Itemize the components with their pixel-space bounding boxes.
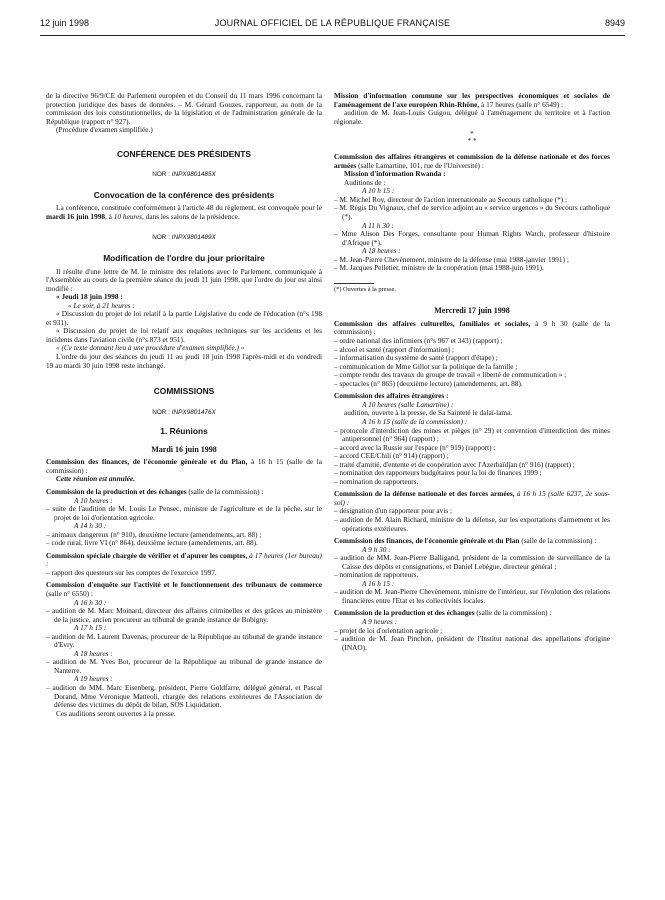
auditions-label: Auditions de : bbox=[344, 177, 386, 187]
list-item: – alcool et santé (rapport d'information) ; bbox=[334, 344, 455, 354]
text-span: , dans les salons de la présidence. bbox=[142, 211, 240, 221]
list-item: – rapport des questeurs sur les comptes de l'exercice 1997. bbox=[46, 567, 217, 577]
commission-name: Mission d'information commune sur les perspectives économiques et sociales de l'aménagement de l'axe européen Rhin-Rhône, bbox=[334, 91, 610, 109]
convocation-text bbox=[46, 204, 322, 221]
page-header bbox=[40, 18, 625, 32]
discussion-1: « Discussion du projet de loi relatif à la partie Législative du code de l'éducation (n°s 198 et 931). bbox=[46, 309, 322, 327]
list-item: – suite de l'audition de M. Louis Le Pensec, ministre de l'agriculture et de la pêche, sur le projet de loi d'orientation agricole. bbox=[46, 504, 322, 522]
time-line: A 19 heures : bbox=[74, 674, 113, 684]
commission-name: Commission des affaires étrangères et commission de la défense nationale et des forces armées bbox=[334, 152, 610, 170]
time-line: A 10 heures (salle Lamartine) : bbox=[362, 399, 454, 409]
header-rule bbox=[40, 35, 625, 36]
list-item: – traité d'amitié, d'entente et de coopération avec l'Azerbaïdjan (n° 916) (rapport) ; bbox=[334, 459, 575, 469]
list-item: – nomination de rapporteurs. bbox=[334, 570, 419, 580]
list-item: – communication de Mme Gillot sur la politique de la famille ; bbox=[334, 361, 518, 371]
section-title-conference: CONFÉRENCE DES PRÉSIDENTS bbox=[116, 148, 252, 159]
time-line: A 18 heures : bbox=[74, 648, 113, 658]
time-line: A 16 h 15 (salle de la commission) : bbox=[362, 416, 468, 426]
text-span: à 9 h 30 (salle de la commission) : bbox=[334, 318, 611, 337]
time-line: A 14 h 30 : bbox=[74, 521, 107, 531]
list-item: – code rural, livre VI (n° 864), deuxième lecture (amendements, art. 88). bbox=[46, 538, 258, 548]
list-item: – M. Jacques Pelletier, ministre de la coopération (mai 1988-juin 1991). bbox=[334, 263, 544, 273]
nor-code: INPX9801485X bbox=[171, 171, 216, 179]
list-item: – nomination de rapporteurs. bbox=[334, 476, 419, 486]
commission-speciale bbox=[46, 552, 322, 569]
cancelled-notice: Cette réunion est annulée. bbox=[56, 474, 136, 484]
list-item: – nomination des rapporteurs budgétaires pour la loi de finances 1999 ; bbox=[334, 468, 542, 478]
time-line: A 11 h 30 : bbox=[362, 220, 394, 230]
right-column bbox=[334, 92, 610, 652]
soir-line: « Le soir, à 21 heures : bbox=[68, 300, 135, 310]
commission-name: Commission d'enquête sur l'activité et le fonctionnement des tribunaux de commerce bbox=[46, 580, 322, 590]
nor-code: INPX9801476X bbox=[171, 408, 216, 416]
list-item: audition de M. Jean-Louis Guigou, délégué à l'aménagement du territoire et à l'action régionale. bbox=[334, 108, 610, 126]
list-item: – audition de M. Jean-Pierre Chevènement, ministre de l'intérieur, sur l'évolution des relations financières entre l'Etat et les collectivités locales. bbox=[334, 587, 610, 605]
press-note: Ces auditions seront ouvertes à la presse. bbox=[56, 708, 176, 718]
commission-name: Commission des finances, de l'économie générale et du Plan, bbox=[46, 457, 248, 467]
footnote-rule bbox=[334, 283, 374, 284]
commission-name: Commission des finances, de l'économie générale et du Plan bbox=[334, 536, 520, 546]
text-span: (salle de la commission) : bbox=[186, 486, 264, 496]
list-item: – audition de M. Yves Bot, procureur de la République au tribunal de grande instance de Nanterre. bbox=[46, 657, 322, 675]
list-item: – audition de MM. Jean-Pierre Balligand, président de la commission de surveillance de la Caisse des dépôts et consignations, et Daniel Lebègue, directeur général ; bbox=[334, 553, 610, 571]
time-line: A 10 heures : bbox=[74, 495, 113, 505]
discussion-3: « (Ce texte donnant lieu à une procédure d'examen simplifiée.) » bbox=[56, 343, 245, 353]
commission-name: Commission de la production et des échanges bbox=[334, 608, 475, 618]
issue-date: 12 juin 1998 bbox=[40, 18, 90, 28]
list-item: – animaux dangereux (n° 910), deuxième lecture (amendements, art. 88) ; bbox=[46, 529, 262, 539]
nor-reference bbox=[46, 171, 322, 180]
nor-reference bbox=[46, 234, 322, 243]
list-item: audition, ouverte à la presse, de Sa Sainteté le dalaï-lama. bbox=[344, 408, 513, 418]
intro-text: de la directive 96/9/CE du Parlement européen et du Conseil du 11 mars 1996 concernant la protection juridique des bases de données. – M. Gérard Gouzes, rapporteur, au nom de la commission des lois constitutionnelles, de la législation et de l'administration générale de la République (rapport n° 927). bbox=[46, 91, 322, 126]
list-item: – M. Michel Roy, directeur de l'action internationale au Secours catholique (*) ; bbox=[334, 194, 568, 204]
text-span: (salle de la commission) : bbox=[519, 536, 597, 546]
text-span: , à bbox=[105, 211, 114, 221]
section-title-commissions: COMMISSIONS bbox=[153, 386, 215, 397]
separator-star: * bbox=[470, 129, 474, 139]
text-span: à 17 heures (1er bureau) : bbox=[46, 550, 322, 569]
ordre-du-jour-text: L'ordre du jour des séances du jeudi 11 au jeudi 18 juin 1998 l'après-midi et du vendredi 19 au mardi 30 juin 1998 reste inchangé. bbox=[46, 352, 322, 370]
text-span: (salle n° 6550) : bbox=[46, 588, 93, 598]
mission-axe-rhin-rhone bbox=[334, 92, 610, 109]
list-item: – accord CEE/Chili (n° 914) (rapport) ; bbox=[334, 451, 449, 461]
nor-label: NOR : bbox=[152, 408, 172, 416]
commission-name: Commission de la défense nationale et des forces armées, bbox=[334, 489, 515, 499]
list-item: – audition de M. Laurent Davenas, procureur de la République au tribunal de grande instance d'Evry. bbox=[46, 631, 322, 650]
jeudi-line: « Jeudi 18 juin 1998 : bbox=[56, 292, 123, 302]
list-item: – accord avec la Russie sur l'espace (n° 919) (rapport) ; bbox=[334, 442, 496, 452]
time-line: A 16 h 15 : bbox=[362, 578, 395, 588]
time-line: A 9 h 30 : bbox=[362, 544, 391, 554]
commission-name: Commission des affaires culturelles, familiales et sociales, bbox=[334, 318, 531, 328]
commission-culturelles bbox=[334, 320, 610, 337]
nor-reference bbox=[46, 409, 322, 418]
nor-label: NOR : bbox=[152, 171, 172, 179]
text-span: 10 heures bbox=[113, 211, 143, 221]
time-line: A 17 h 15 : bbox=[74, 623, 107, 633]
journal-title: JOURNAL OFFICIEL DE LA RÉPUBLIQUE FRANÇAISE bbox=[214, 18, 451, 28]
list-item: – protocole d'interdiction des mines et pièges (n° 29) et convention d'interdiction des mines antipersonnel (n° 964) (rapport) ; bbox=[334, 425, 610, 444]
time-line: A 18 heures : bbox=[362, 246, 401, 256]
date-heading: Mercredi 17 juin 1998 bbox=[434, 306, 510, 316]
footnote: (*) Ouvertes à la presse. bbox=[334, 285, 396, 293]
discussion-2: « Discussion du projet de loi relatif aux enquêtes techniques sur les accidents et les incidents dans l'aviation civile (n°s 873 et 951). bbox=[46, 326, 322, 344]
text-span: mardi 16 juin 1998 bbox=[46, 211, 105, 221]
time-line: A 9 heures : bbox=[362, 616, 398, 626]
list-item: – Mme Alison Des Forges, consultante pour Human Rights Watch, professeur d'histoire d'Afrique (*). bbox=[334, 229, 610, 247]
commission-affaires-etrangeres: Commission des affaires étrangères : bbox=[334, 391, 449, 401]
text-span: (salle de la commission) : bbox=[474, 608, 552, 618]
page-number: 8949 bbox=[604, 18, 625, 28]
commission-enquete bbox=[46, 581, 322, 598]
separator-stars: * * bbox=[467, 136, 477, 146]
commission-defense bbox=[334, 490, 610, 507]
commission-finances bbox=[46, 458, 322, 475]
modification-text: Il résulte d'une lettre de M. le ministre des relations avec le Parlement, communiquée à l'Assemblée au cours de la première séance du jeudi 11 juin 1998, que l'ordre du jour est ainsi modifié : bbox=[46, 266, 322, 293]
mission-rwanda: Mission d'information Rwanda : bbox=[344, 169, 446, 179]
text-span: à 16 h 15 (salle de la commission) : bbox=[46, 457, 322, 475]
text-span: à 16 h 15 (salle 6237, 2e sous-sol) : bbox=[334, 489, 610, 507]
text-span: à 17 heures (salle n° 6549) : bbox=[479, 99, 563, 109]
list-item: – audition de M. Jean Pinchon, président de l'Institut national des appellations d'origine (INAO). bbox=[334, 634, 610, 652]
heading-convocation: Convocation de la conférence des présidents bbox=[93, 189, 275, 200]
heading-reunions: 1. Réunions bbox=[160, 426, 208, 437]
left-column bbox=[46, 92, 322, 718]
list-item: – audition de M. Alain Richard, ministre de la défense, sur les exportations d'armement et les opérations extérieures. bbox=[334, 514, 610, 533]
list-item: – spectacles (n° 865) (deuxième lecture) (amendements, art. 88). bbox=[334, 378, 523, 388]
time-line: A 10 h 15 : bbox=[362, 186, 395, 196]
list-item: – M. Jean-Pierre Chevènement, ministre de la défense (mai 1988-janvier 1991) ; bbox=[334, 254, 569, 264]
time-line: A 16 h 30 : bbox=[74, 597, 107, 607]
commission-name: Commission spéciale chargée de vérifier et d'apurer les comptes, bbox=[46, 550, 248, 560]
heading-modification: Modification de l'ordre du jour prioritaire bbox=[103, 253, 265, 264]
intro-procedure: (Procédure d'examen simplifiée.) bbox=[56, 125, 153, 135]
text-span: (salle Lamartine, 101, rue de l'Université) : bbox=[356, 160, 484, 170]
list-item: – désignation d'un rapporteur pour avis ; bbox=[334, 506, 453, 516]
nor-code: INPX9801489X bbox=[171, 234, 216, 242]
list-item: – M. Régis Du Vignaux, chef de service adjoint au « service urgences » du Secours catholique (*). bbox=[334, 203, 610, 222]
list-item: – compte rendu des travaux du groupe de travail « liberté de communication » ; bbox=[334, 370, 567, 380]
nor-label: NOR : bbox=[152, 234, 172, 242]
text-span: La conférence, constituée conformément à l'article 48 du règlement, est convoquée pour le bbox=[56, 203, 322, 213]
list-item: – projet de loi d'orientation agricole ; bbox=[334, 625, 443, 635]
list-item: – ordre national des infirmiers (n°s 967 et 343) (rapport) ; bbox=[334, 336, 503, 346]
list-item: – audition de MM. Marc Eisenberg, président, Pierre Goldfarre, délégué général, et Pascal Dorand, Mme Véronique Matteoli, chargée des relations extérieures de l'Association de défense des victimes du dépôt de bilan, SOS Liquidation. bbox=[46, 682, 322, 710]
commission-name: Commission de la production et des échanges bbox=[46, 486, 187, 496]
list-item: – informatisation du système de santé (rapport d'étape) ; bbox=[334, 353, 498, 363]
date-heading: Mardi 16 juin 1998 bbox=[151, 444, 217, 454]
list-item: – audition de M. Marc Moinard, directeur des affaires criminelles et des grâces au ministère de la justice, ancien procureur au tribunal de grande instance de Bobigny. bbox=[46, 606, 322, 624]
commission-etrangeres-defense bbox=[334, 153, 610, 170]
